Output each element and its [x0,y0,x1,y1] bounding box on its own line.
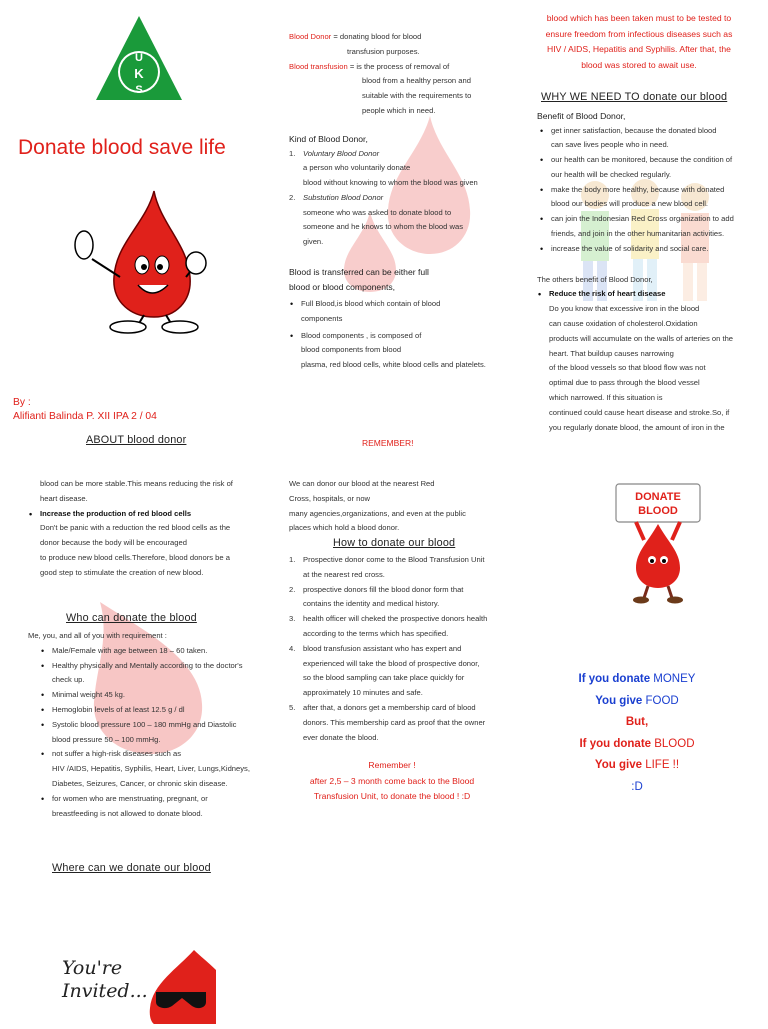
requirement-item: • for women who are menstruating, pregnant, or breastfeeding is not allowed to donate blood. [40,792,268,822]
slogan-line-6: :D [631,780,643,793]
invited-line-2: Invited... [62,980,148,1002]
remember-top: REMEMBER! [362,438,414,448]
how-step: 3. health officer will cheked the prospective donors health according to the terms which has specified. [289,614,488,638]
logo-letter-s: S [135,84,143,96]
remember-bottom-title: Remember ! [368,760,416,770]
slogan-line-1: If you donate MONEY [578,673,696,685]
slogan-line-4: If you donate BLOOD [579,737,695,750]
benefit-item: • increase the value of solidarity and social care. [539,242,759,257]
page-title: Donate blood save life [18,136,226,159]
logo-letter-k: K [134,66,144,81]
benefit-item: • our health can be monitored, because the condition of our health will be checked regularly. [539,153,759,183]
slogan-line-3: But, [625,716,649,728]
definition-blood-donor: Blood Donor = donating blood for blood transfusion purposes. [289,32,422,56]
invited-line-1: You're [62,957,123,979]
remember-bottom-line-1: after 2,5 – 3 month come back to the Blood [309,775,475,786]
author-name: Alifianti Balinda P. XII IPA 2 / 04 [13,411,157,422]
transfer-components: • Blood components , is composed of blood components from blood plasma, red blood cells, white blood cells and platelets. [289,329,514,373]
other-benefit-item: • Reduce the risk of heart disease [537,287,759,302]
about-heading: ABOUT blood donor [86,434,187,446]
how-step: 5. after that, a donors get a membership card of blood donors. This membership card as proof that the owner ever donate the blood. [289,702,486,742]
where-text: We can donor our blood at the nearest Red Cross, hospitals, or now many agencies,organizations, and even at the public places which hold a blood donor. [289,479,466,533]
other-benefit-heading: The others benefit of Blood Donor, [537,274,653,284]
blood-drop-mascot [62,185,212,335]
benefit-item: • make the body more healthy, because with donated blood our bodies will produce a new blood cell. [539,183,759,213]
who-intro: Me, you, and all of you with requirement : [28,631,167,640]
definition-blood-transfusion: Blood transfusion = is the process of removal of blood from a healthy person and suitable with the requirements to people which in need. [289,61,472,115]
who-heading: Who can donate the blood [66,612,197,624]
why-heading: WHY WE NEED TO donate our blood [541,91,728,103]
benefit-item: • can join the Indonesian Red Cross organization to add friends, and join in the other humanitarian activities. [539,212,759,242]
sign-text-1: DONATE [635,491,681,503]
donate-blood-sign-character [608,480,708,605]
uks-logo [94,14,184,104]
requirement-item: • Male/Female with age between 18 – 60 taken. [40,644,268,659]
slogan [552,669,722,798]
continued-text: blood can be more stable.This means reducing the risk of heart disease. [40,479,233,503]
youre-invited-graphic [56,950,216,1024]
remember-bottom-line-2: Transfusion Unit, to donate the blood ! :D [313,791,471,801]
kind-substitution: 2. Substution Blood Donor someone who was asked to donate blood to someone and he knows to whom the blood was given. [289,192,463,247]
red-cells-paragraph: Don't be panic with a reduction the red blood cells as the donor because the body will be encouraged to produce new blood cells.Therefore, blood donors be a good step to stimulate the creation of new blood. [40,523,231,577]
sign-text-2: BLOOD [638,505,678,517]
transfer-full-blood: • Full Blood,is blood which contain of blood components [289,297,514,327]
requirement-item: • not suffer a high-risk diseases such as HIV /AIDS, Hepatitis, Syphilis, Heart, Liver, Lungs,Kidneys, Diabetes, Seizures, Cancer, or chronic skin disease. [40,747,268,791]
requirement-item: • Hemoglobin levels of at least 12.5 g / dl [40,703,268,718]
increase-red-cells-item: • Increase the production of red blood cells [28,507,260,522]
how-step: 1. Prospective donor come to the Blood Transfusion Unit at the nearest red cross. [289,555,485,579]
transfer-heading: Blood is transferred can be either full blood or blood components, [289,267,429,292]
how-step: 4. blood transfusion assistant who has expert and experienced will take the blood of prospective donor, so the blood sampling can take place quickly for approximately 10 minutes and safe. [289,643,480,698]
kind-voluntary: 1. Voluntary Blood Donor a person who voluntarily donate blood without knowing to whom the blood was given [289,148,478,188]
how-step: 2. prospective donors fill the blood donor form that contains the identity and medical history. [289,584,464,609]
requirement-item: • Healthy physically and Mentally according to the doctor's check up. [40,659,268,689]
iron-paragraph: Do you know that excessive iron in the blood can cause oxidation of cholesterol.Oxidation products will accumulate on the walls of arteries on the heart. That buildup causes narrowing of the blood vessels so that blood flow was not optimal due to pass through the blood vessel which narrowed. If this situation is continued could cause heart disease and stroke.So, if you regularly donate blood, the amount of iron in the [549,304,734,432]
where-heading: Where can we donate our blood [52,862,211,874]
how-heading: How to donate our blood [333,537,456,549]
author-by: By : [13,397,31,408]
benefit-heading: Benefit of Blood Donor, [537,111,626,121]
requirement-item: • Minimal weight 45 kg. [40,688,268,703]
logo-letter-u: U [135,52,143,64]
tested-note: blood which has been taken must to be tested to ensure freedom from infectious diseases such as HIV / AIDS, Hepatitis and Syphilis. After that, the blood was stored to await use. [545,13,733,70]
term-blood-transfusion: Blood transfusion [289,61,348,71]
slogan-line-5: You give LIFE !! [594,759,680,771]
kinds-heading: Kind of Blood Donor, [289,134,368,144]
slogan-line-2: You give FOOD [595,694,679,707]
benefit-item: • get inner satisfaction, because the donated blood can save lives people who in need. [539,124,759,154]
requirement-item: • Systolic blood pressure 100 – 180 mmHg and Diastolic blood pressure 50 – 100 mmHg. [40,718,268,748]
term-blood-donor: Blood Donor [289,32,332,41]
